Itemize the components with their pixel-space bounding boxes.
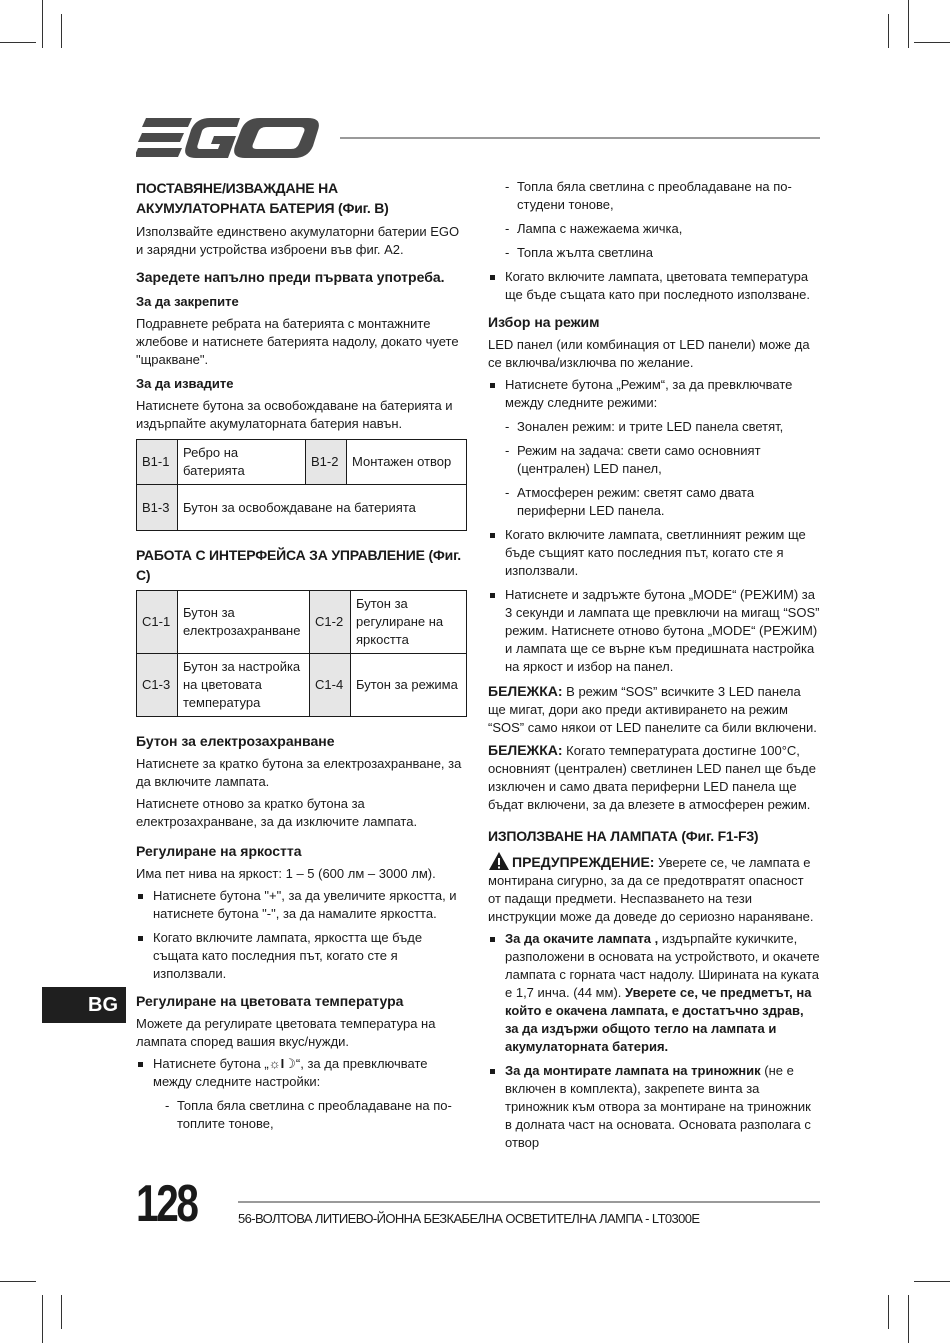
part-desc: Бутон за електрозахранване <box>178 591 310 654</box>
list-item: Натиснете бутона "+", за да увеличите яркостта, и натиснете бутона "-", за да намалите яркостта. <box>136 887 467 923</box>
color-dash-list <box>136 1097 467 1133</box>
warning-text: Уверете се, че лампата е монтирана сигурно, за да се предотвратят опасност от падащи предмети. Неспазването на тези инструкции може да доведе до сериозно нараняване. <box>488 855 814 924</box>
note-text: Когато температурата достигне 100°C, основният (централен) светлинен LED панел ще бъде изключен и само двата периферни LED панела ще бъдат включени, за да влезете в атмосферен режим. <box>488 743 816 812</box>
part-desc: Ребро на батерията <box>178 440 306 485</box>
part-desc: Бутон за режима <box>351 654 467 717</box>
battery-parts-table <box>136 439 467 531</box>
bullet-text: Натиснете бутона „ <box>153 1056 269 1071</box>
table-row <box>137 591 467 654</box>
mode-dash-list <box>476 418 820 520</box>
brightness-list <box>136 887 467 983</box>
power-text-2: Натиснете отново за кратко бутона за електрозахранване, за да изключите лампата. <box>136 796 418 829</box>
color-dash-list-cont <box>476 178 820 262</box>
mode-intro: LED панел (или комбинация от LED панели) може да се включва/изключва по желание. <box>488 337 810 370</box>
list-item: - Топла бяла светлина с преобладаване на по-топлите тонове, <box>136 1097 467 1133</box>
part-code: B1-2 <box>306 440 347 485</box>
note-text: В режим “SOS” всичките 3 LED панела ще мигат, дори ако преди активирането на режим “SOS” само някои от LED панелите са били включени. <box>488 684 817 735</box>
hang-text: издърпайте кукичките, разположени в основата на устройството, и окачете лампата с горната част надолу. Ширината на куката е 1,7 инча. (44 мм). <box>505 931 820 1000</box>
power-heading: Бутон за електрозахранване <box>136 733 335 749</box>
note-sos <box>488 682 820 737</box>
note-label: БЕЛЕЖКА: <box>488 742 563 758</box>
footer-rule <box>238 1201 820 1203</box>
list-item: - Атмосферен режим: светят само двата периферни LED панела. <box>476 484 820 520</box>
mode-heading: Избор на режим <box>488 314 600 330</box>
color-intro: Можете да регулирате цветовата температура на лампата според вашия вкус/нужди. <box>136 1016 436 1049</box>
battery-heading: ПОСТАВЯНЕ/ИЗВАЖДАНЕ НА АКУМУЛАТОРНАТА БАТЕРИЯ (Фиг. B) <box>136 180 389 216</box>
crop-mark <box>0 42 36 43</box>
warning-label: ПРЕДУПРЕЖДЕНИЕ: <box>512 854 655 870</box>
ego-logo <box>136 116 322 160</box>
usage-heading: ИЗПОЛЗВАНЕ НА ЛАМПАТА (Фиг. F1-F3) <box>488 828 759 844</box>
color-temp-icon: ☼I☽ <box>268 1056 296 1071</box>
right-column <box>488 178 820 1158</box>
list-item: Когато включите лампата, цветовата температура ще бъде същата като при последното използване. <box>488 268 820 304</box>
color-bullet-cont <box>488 268 820 304</box>
battery-intro: Използвайте единствено акумулаторни батерии EGO и зарядни устройства изброени във фиг. A2. <box>136 224 460 257</box>
charge-heading: Заредете напълно преди първата употреба. <box>136 269 445 285</box>
warning-paragraph <box>488 851 820 926</box>
part-code: C1-3 <box>137 654 178 717</box>
table-row <box>137 485 467 531</box>
part-code: B1-3 <box>137 485 178 531</box>
crop-mark <box>908 1295 909 1343</box>
list-item <box>488 1062 820 1152</box>
control-parts-table <box>136 590 467 717</box>
part-code: B1-1 <box>137 440 178 485</box>
remove-text: Натиснете бутона за освобождаване на батерията и издърпайте акумулаторната батерия навън. <box>136 398 453 431</box>
tripod-text: (не е включен в комплекта), закрепете винта за триножник към отвора за монтиране на триножник в долната част на основата. Основата разполага с отвор <box>505 1063 811 1150</box>
mode-list <box>488 376 820 412</box>
power-text-1: Натиснете за кратко бутона за електрозахранване, за да включите лампата. <box>136 756 462 789</box>
list-item: - Топла бяла светлина с преобладаване на по-студени тонове, <box>476 178 820 214</box>
hang-bold-2: Уверете се, че предметът, на който е окачена лампата, е достатъчно здрав, за да издържи общото тегло на лампата и акумулаторната батерия. <box>505 985 812 1054</box>
list-item <box>136 1055 467 1091</box>
part-desc: Бутон за освобождаване на батерията <box>178 485 467 531</box>
list-item: - Лампа с нажежаема жичка, <box>476 220 820 238</box>
note-temperature <box>488 741 820 814</box>
crop-mark <box>42 0 43 48</box>
footer-title: 56-ВОЛТОВА ЛИТИЕВО-ЙОННА БЕЗКАБЕЛНА ОСВЕТИТЕЛНА ЛАМПА - LT0300E <box>238 1211 700 1226</box>
table-row <box>137 654 467 717</box>
list-item: - Режим на задача: свети само основният (централен) LED панел, <box>476 442 820 478</box>
list-item: - Зонален режим: и трите LED панела светят, <box>476 418 820 436</box>
remove-heading: За да извадите <box>136 376 234 391</box>
tripod-bold: За да монтирате лампата на триножник <box>505 1063 761 1078</box>
part-desc: Бутон за регулиране на яркостта <box>351 591 467 654</box>
crop-mark <box>914 1281 950 1282</box>
part-code: C1-1 <box>137 591 178 654</box>
hang-bold: За да окачите лампата , <box>505 931 659 946</box>
part-code: C1-2 <box>310 591 351 654</box>
page-number: 128 <box>136 1175 197 1233</box>
note-label: БЕЛЕЖКА: <box>488 683 563 699</box>
attach-heading: За да закрепите <box>136 294 239 309</box>
crop-mark <box>914 42 950 43</box>
list-item <box>488 930 820 1056</box>
crop-mark <box>42 1295 43 1343</box>
list-item: Когато включите лампата, яркостта ще бъде същата като последния път, когато сте я използвали. <box>136 929 467 983</box>
color-list <box>136 1055 467 1091</box>
list-item: Натиснете и задръжте бутона „MODE“ (РЕЖИМ) за 3 секунди и лампата ще превключи на мигащ “SOS” режим. Натиснете отново бутона „MODE“ (РЕЖИМ) и лампата ще се върне към предишната настройка на яркост и избор на панел. <box>488 586 820 676</box>
crop-mark <box>888 1295 889 1329</box>
warning-icon <box>488 851 510 871</box>
header-rule <box>340 137 820 139</box>
language-tab: BG <box>42 987 126 1023</box>
attach-text: Подравнете ребрата на батерията с монтажните жлебове и натиснете батерията надолу, докато чуете "щракване". <box>136 316 459 367</box>
mode-list-2 <box>488 526 820 676</box>
crop-mark <box>61 1295 62 1329</box>
list-item: Натиснете бутона „Режим“, за да превключвате между следните режими: <box>488 376 820 412</box>
list-item: - Топла жълта светлина <box>476 244 820 262</box>
part-desc: Монтажен отвор <box>347 440 467 485</box>
crop-mark <box>61 14 62 48</box>
brightness-heading: Регулиране на яркостта <box>136 843 302 859</box>
control-heading: РАБОТА С ИНТЕРФЕЙСА ЗА УПРАВЛЕНИЕ (Фиг. C) <box>136 547 461 583</box>
bullet-text: “, за да превключвате между следните настройки: <box>153 1056 428 1089</box>
part-code: C1-4 <box>310 654 351 717</box>
usage-list <box>488 930 820 1152</box>
crop-mark <box>908 0 909 48</box>
left-column <box>136 178 467 1139</box>
crop-mark <box>888 14 889 48</box>
table-row <box>137 440 467 485</box>
part-desc: Бутон за настройка на цветовата температура <box>178 654 310 717</box>
list-item: Когато включите лампата, светлинният режим ще бъде същият като последния път, когато сте я използвали. <box>488 526 820 580</box>
brightness-intro: Има пет нива на яркост: 1 – 5 (600 лм – 3000 лм). <box>136 866 436 881</box>
color-heading: Регулиране на цветовата температура <box>136 993 404 1009</box>
crop-mark <box>0 1281 36 1282</box>
